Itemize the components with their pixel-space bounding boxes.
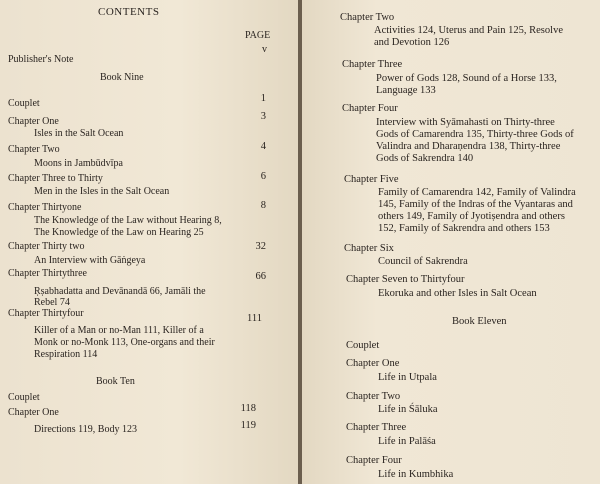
ch31-sub2: The Knowledge of the Law on Hearing 25 [34, 227, 204, 238]
r-ch1-label: Chapter One [346, 358, 400, 369]
couplet2-label: Couplet [8, 392, 40, 403]
left-page [0, 0, 298, 484]
ch33-label: Chapter Thirtythree [8, 268, 87, 279]
ch2-page: 4 [260, 141, 266, 152]
r-ch5-sub4: 152, Family of Sakrendra and others 153 [378, 223, 550, 234]
ch1b-label: Chapter One [8, 407, 59, 418]
ch3-sub: Men in the Isles in the Salt Ocean [34, 186, 170, 197]
r-ch5-sub3: others 149, Family of Jyotiṣendra and others [378, 211, 565, 222]
contents-heading: CONTENTS [98, 6, 160, 18]
ch33-page: 66 [255, 271, 266, 282]
r-ch2-label: Chapter Two [340, 12, 395, 23]
r-ch5-sub1: Family of Camarendra 142, Family of Valindra [378, 187, 576, 198]
r-ch2-sub1: Activities 124, Uterus and Pain 125, Resolve [374, 25, 563, 36]
couplet-label: Couplet [8, 98, 40, 109]
ch33-sub2: Rebel 74 [34, 297, 70, 308]
r-ch3b-sub: Life in Palāśa [378, 436, 436, 447]
ch2-label: Chapter Two [8, 144, 60, 155]
ch1-label: Chapter One [8, 116, 59, 127]
ch34-sub3: Respiration 114 [34, 349, 98, 360]
publishers-note-page: v [262, 44, 267, 55]
r-ch4b-sub: Life in Kumbhika [378, 469, 454, 480]
r-ch3-label: Chapter Three [342, 59, 403, 70]
r-ch5-label: Chapter Five [344, 174, 399, 185]
r-ch4-sub4: Gods of Sakrendra 140 [376, 153, 474, 164]
r-ch7-label: Chapter Seven to Thirtyfour [346, 274, 465, 285]
publishers-note-label: Publisher's Note [8, 54, 74, 65]
ch32-label: Chapter Thirty two [8, 241, 85, 252]
ch32-sub: An Interview with Gāṅgeya [34, 255, 146, 266]
r-ch6-label: Chapter Six [344, 243, 394, 254]
ch1b-page: 119 [240, 420, 256, 431]
ch33-sub1: Ṛṣabhadatta and Devānandā 66, Jamāli the [34, 286, 206, 297]
couplet2-page: 118 [240, 403, 256, 414]
page-column-heading: PAGE [245, 30, 271, 41]
couplet-page: 1 [260, 93, 266, 104]
ch1b-sub: Directions 119, Body 123 [34, 424, 137, 435]
r-ch3-sub1: Power of Gods 128, Sound of a Horse 133, [376, 73, 557, 84]
r-ch2-sub2: and Devotion 126 [374, 37, 450, 48]
r-ch4-label: Chapter Four [342, 103, 398, 114]
r-ch3-sub2: Language 133 [376, 85, 436, 96]
r-ch3b-label: Chapter Three [346, 422, 407, 433]
ch34-page: 111 [247, 313, 262, 324]
r-ch7-sub: Ekoruka and other Isles in Salt Ocean [378, 288, 537, 299]
right-page [302, 0, 600, 484]
r-ch4b-label: Chapter Four [346, 455, 402, 466]
book-eleven-heading: Book Eleven [452, 316, 507, 327]
ch34-label: Chapter Thirtyfour [8, 308, 84, 319]
r-ch6-sub: Council of Sakrendra [378, 256, 468, 267]
r-ch2b-sub: Life in Śāluka [378, 404, 438, 415]
ch3-label: Chapter Three to Thirty [8, 173, 103, 184]
ch3-page: 6 [260, 171, 266, 182]
ch34-sub1: Killer of a Man or no-Man 111, Killer of a [34, 325, 204, 336]
ch1-page: 3 [260, 111, 266, 122]
r-couplet-label: Couplet [346, 340, 380, 351]
ch31-sub1: The Knowledge of the Law without Hearing 8, [34, 215, 222, 226]
r-ch1-sub: Life in Utpala [378, 372, 437, 383]
ch31-label: Chapter Thirtyone [8, 202, 82, 213]
r-ch2b-label: Chapter Two [346, 391, 401, 402]
ch2-sub: Moons in Jambūdvīpa [34, 158, 123, 169]
r-ch4-sub3: Valindra and Dharaṇendra 138, Thirty-three [376, 141, 561, 152]
ch32-page: 32 [255, 241, 266, 252]
r-ch4-sub1: Interview with Syāmahasti on Thirty-three [376, 117, 555, 128]
ch34-sub2: Monk or no-Monk 113, One-organs and their [34, 337, 215, 348]
book-ten-heading: Book Ten [96, 376, 135, 387]
r-ch4-sub2: Gods of Camarendra 135, Thirty-three Gods of [376, 129, 574, 140]
ch31-page: 8 [260, 200, 266, 211]
book-nine-heading: Book Nine [100, 72, 144, 83]
ch1-sub: Isles in the Salt Ocean [34, 128, 124, 139]
r-ch5-sub2: 145, Family of the Indras of the Vyantaras and [378, 199, 573, 210]
